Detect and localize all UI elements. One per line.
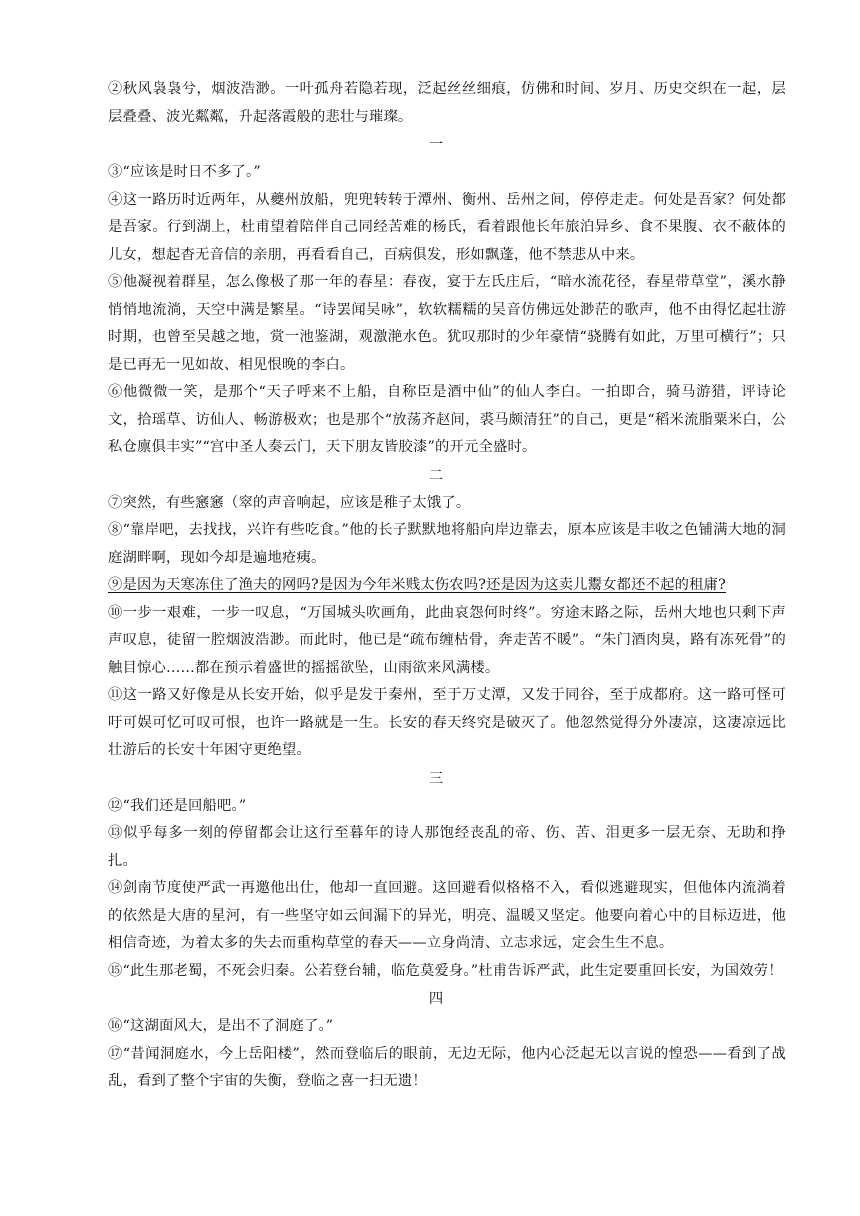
paragraph-4: ④这一路历时近两年，从夔州放船，兜兜转转于潭州、衡州、岳州之间，停停走走。何处是吾家？何处都是吾家。行到湖上，杜甫望着陪伴自己同经苦难的杨氏，看着跟他长年旅泊异乡、食不果腹、衣不蔽体的儿女，想起杳无音信的亲朋，再看看自己，百病俱发，形如飘蓬，他不禁悲从中来。 bbox=[108, 191, 786, 263]
section-heading-1: 一 bbox=[428, 137, 444, 153]
paragraph-13: ⑬似乎每多一刻的停留都会让这行至暮年的诗人那饱经丧乱的帝、伤、苦、泪更多一层无奈、无助和挣扎。 bbox=[108, 825, 786, 869]
paragraph-2: ②秋风袅袅兮，烟波浩渺。一叶孤舟若隐若现，泛起丝丝细痕，仿佛和时间、岁月、历史交织在一起，层层叠叠、波光粼粼，升起落霞般的悲壮与璀璨。 bbox=[108, 81, 786, 125]
paragraph-3: ③“应该是时日不多了。” bbox=[108, 164, 261, 180]
section-heading-3: 三 bbox=[428, 770, 444, 787]
paragraph-6: ⑥他微微一笑，是那个“天子呼来不上船，自称臣是酒中仙”的仙人李白。一拍即合，骑马游猎，评诗论文，拾瑶草、访仙人、畅游极欢；也是那个“放荡齐赵间，裘马颇清狂”的自己，更是“稻米流脂粟米白，公私仓廪俱丰实”“宫中圣人奏云门，天下朋友皆胶漆”的开元全盛时。 bbox=[108, 384, 786, 455]
paragraph-15: ⑮“此生那老蜀，不死会归秦。公若登台辅，临危莫爱身。”杜甫告诉严武，此生定要重回长安，为国效劳！ bbox=[108, 962, 783, 979]
paragraph-9-underlined: ⑨是因为天寒冻住了渔夫的网吗?是因为今年米贱太伤农吗?还是因为这卖儿鬻女都还不起的租庸? bbox=[108, 577, 726, 593]
paragraph-17: ⑰“昔闻洞庭水，今上岳阳楼”，然而登临后的眼前，无边无际，他内心泛起无以言说的惶恐——看到了战乱，看到了整个宇宙的失衡，登临之喜一扫无遗！ bbox=[108, 1045, 786, 1089]
paragraph-7: ⑦突然，有些窸窸（窣的声音响起，应该是稚子太饿了。 bbox=[108, 494, 471, 511]
section-heading-2: 二 bbox=[428, 467, 444, 484]
paragraph-11: ⑪这一路又好像是从长安开始，似乎是发于秦州，至于万丈潭，又发于同谷，至于成都府。这一路可怪可吁可娱可忆可叹可恨，也许一路就是一生。长安的春天终究是破灭了。他忽然觉得分外凄凉，这凄凉远比壮游后的长安十年困守更绝望。 bbox=[108, 687, 786, 758]
paragraph-8: ⑧“靠岸吧，去找找，兴许有些吃食。”他的长子默默地将船向岸边靠去，原本应该是丰收之色铺满大地的洞庭湖畔啊，现如今却是遍地疮痍。 bbox=[108, 522, 786, 566]
paragraph-12: ⑫“我们还是回船吧。” bbox=[108, 797, 247, 814]
article-body bbox=[86, 76, 786, 1096]
paragraph-16: ⑯“这湖面风大，是出不了洞庭了。” bbox=[108, 1018, 334, 1034]
paragraph-10: ⑩一步一艰难，一步一叹息，“万国城头吹画角，此曲哀怨何时终”。穷途末路之际，岳州大地也只剩下声声叹息，徒留一腔烟波浩渺。而此时，他已是“疏布缠枯骨，奔走苦不暖”。“朱门酒肉臭，路有冻死骨”的触目惊心……都在预示着盛世的摇摇欲坠，山雨欲来风满楼。 bbox=[108, 604, 786, 676]
paragraph-14: ⑭剑南节度使严武一再邀他出仕，他却一直回避。这回避看似格格不入，看似逃避现实，但他体内流淌着的依然是大唐的星河，有一些坚守如云间漏下的异光，明亮、温暖又坚定。他要向着心中的目标迈进，他相信奇迹，为着太多的失去而重构草堂的春天——立身尚清、立志求远，定会生生不息。 bbox=[108, 880, 786, 951]
paragraph-5: ⑤他凝视着群星，怎么像极了那一年的春星：春夜，宴于左氏庄后，“暗水流花径，春星带草堂”，溪水静悄悄地流淌，天空中满是繁星。“诗罢闻吴咏”，软软糯糯的吴音仿佛远处渺茫的歌声，他不由得忆起壮游时期，也曾至吴越之地，赏一池鉴湖，观激滟水色。犹叹那时的少年豪情“骁腾有如此，万里可横行”；只是已再无一见如故、相见恨晚的李白。 bbox=[108, 274, 786, 373]
section-heading-4: 四 bbox=[428, 991, 444, 1007]
